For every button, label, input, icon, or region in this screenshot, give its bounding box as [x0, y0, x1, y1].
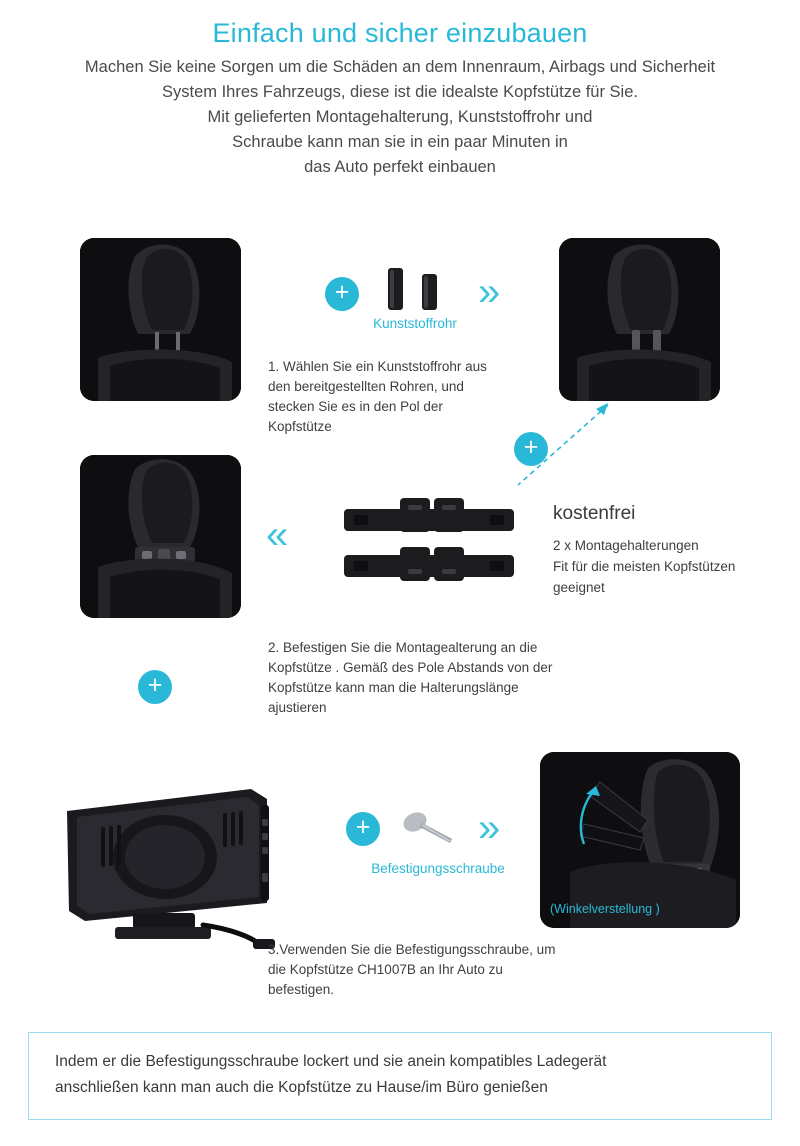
headrest-with-tube-illustration [559, 238, 720, 401]
headrest-illustration [80, 238, 241, 401]
plus-icon-step1: + [325, 277, 359, 311]
headrest-photo-with-bracket [80, 455, 241, 618]
header [0, 0, 800, 180]
plastic-tube-parts [380, 266, 450, 314]
header-line-2: System Ihres Fahrzeugs, diese ist die idealste Kopfstütze für Sie. [162, 83, 638, 101]
kostenfrei-title: kostenfrei [553, 503, 636, 524]
kostenfrei-line-2: Fit für die meisten Kopfstützen [553, 559, 736, 574]
angle-adjust-photo [540, 752, 740, 928]
header-line-1: Machen Sie keine Sorgen um die Schäden an dem Innenraum, Airbags und Sicherheit [84, 58, 716, 76]
headrest-photo-with-tube [559, 238, 720, 401]
header-line-4: Schraube kann man sie in ein paar Minuten in [232, 133, 568, 151]
kostenfrei-line-3: geeignet [553, 580, 605, 595]
headrest-photo-plain [80, 238, 241, 401]
step2-caption: 2. Befestigen Sie die Montagealterung an die Kopfstütze . Gemäß des Pole Abstands von der Kopfstütze kann man die Halterungslänge ajustieren [268, 640, 553, 715]
monitor-photo [55, 745, 285, 950]
chevron-right-step3: » [478, 806, 491, 850]
headrest-bracket-illustration [80, 455, 241, 618]
screw-label: Befestigungsschraube [371, 861, 505, 876]
chevron-left-step2: « [266, 513, 279, 557]
mounting-brackets-parts [330, 495, 530, 595]
kostenfrei-line-1: 2 x Montagehalterungen [553, 538, 699, 553]
step1-caption: 1. Wählen Sie ein Kunststoffrohr aus den bereitgestellten Rohren, und stecken Sie es in den Pol der Kopfstütze [268, 359, 487, 434]
plus-icon-step2-bottom: + [138, 670, 172, 704]
bracket-illustration [330, 495, 530, 595]
plastic-tube-label: Kunststoffrohr [373, 316, 457, 331]
plus-icon-step3: + [346, 812, 380, 846]
screw-illustration [398, 805, 460, 850]
tube-illustration [380, 266, 450, 314]
angle-label: (Winkelverstellung ) [550, 902, 660, 916]
chevron-right-step1: » [478, 270, 491, 314]
step3-caption: 3.Verwenden Sie die Befestigungsschraube, um die Kopfstütze CH1007B an Ihr Auto zu befestigen. [268, 942, 556, 997]
bottom-note [28, 1032, 772, 1120]
screw-part [398, 805, 460, 850]
header-line-5: das Auto perfekt einbauen [304, 158, 496, 176]
page-title: Einfach und sicher einzubauen [212, 18, 588, 48]
header-line-3: Mit gelieferten Montagehalterung, Kunststoffrohr und [207, 108, 593, 126]
plus-icon-step2-top: + [514, 432, 548, 466]
note-line-1: Indem er die Befestigungsschraube lockert und sie anein kompatibles Ladegerät [55, 1053, 607, 1070]
kostenfrei-block [553, 503, 773, 598]
monitor-illustration [55, 745, 285, 950]
note-line-2: anschließen kann man auch die Kopfstütze zu Hause/im Büro genießen [55, 1079, 548, 1096]
